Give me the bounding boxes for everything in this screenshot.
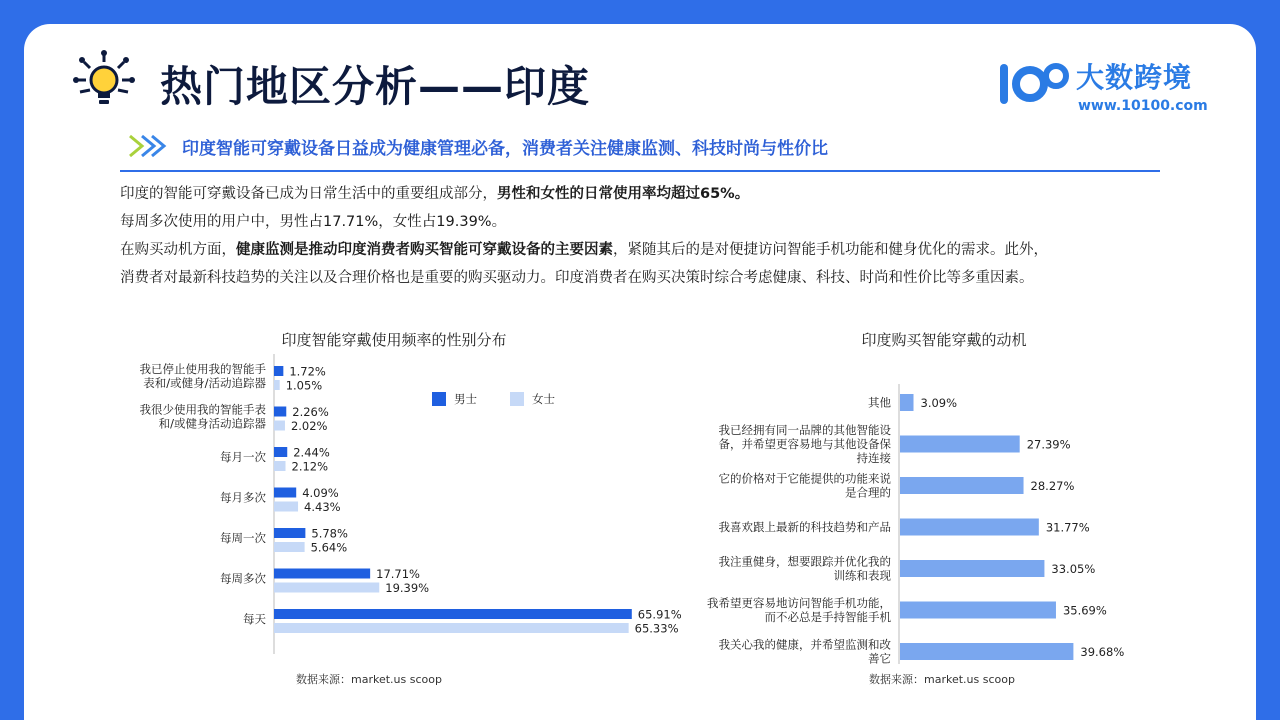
- category-label-6-0: 我关心我的健康，并希望监测和改: [718, 637, 891, 652]
- paragraph-3-text-b: ，紧随其后的是对便捷访问智能手机功能和健身优化的需求。此外，: [613, 242, 1048, 258]
- paragraph-1: [120, 180, 1180, 208]
- data-label-0-0: 1.72%: [289, 364, 326, 379]
- bar-1: [900, 436, 1020, 453]
- data-label-1: 27.39%: [1026, 437, 1071, 452]
- source-right: 数据来源：market.us scoop: [869, 673, 1015, 686]
- paragraph-3: [120, 236, 1180, 264]
- category-label-4-1: 训练和表现: [833, 568, 891, 583]
- bar-1-5: [274, 583, 379, 593]
- data-label-0-6: 65.91%: [637, 607, 682, 622]
- page-title: 热门地区分析——印度: [160, 62, 591, 111]
- source-left: 数据来源：market.us scoop: [296, 673, 442, 686]
- bar-0-3: [274, 488, 296, 498]
- data-label-1-6: 65.33%: [634, 621, 679, 636]
- category-label-4-0: 每周一次: [220, 531, 266, 545]
- category-label-1-1: 和/或健身活动追踪器: [158, 416, 266, 431]
- bar-3: [900, 519, 1039, 536]
- lightbulb-icon: [72, 50, 136, 114]
- data-label-1-4: 5.64%: [310, 540, 348, 555]
- divider: [120, 170, 1160, 172]
- chart-2-title: 印度购买智能穿戴的动机: [861, 331, 1027, 349]
- category-label-1-0: 我已经拥有同一品牌的其他智能设: [718, 423, 891, 437]
- data-label-1-3: 4.43%: [304, 500, 341, 514]
- data-label-3: 31.77%: [1045, 520, 1090, 535]
- chart-usage-frequency: [24, 354, 682, 664]
- data-label-0-1: 2.26%: [292, 405, 329, 419]
- category-label-1-1: 备，并希望更容易地与其他设备保: [718, 437, 891, 451]
- bar-0-1: [274, 407, 286, 417]
- paragraph-3-text-a: 在购买动机方面，: [120, 242, 236, 258]
- brand-url: www.10100.com: [1078, 98, 1208, 114]
- bar-4: [900, 560, 1044, 577]
- bar-0-5: [274, 569, 370, 579]
- data-label-4: 33.05%: [1051, 562, 1096, 576]
- data-label-0-3: 4.09%: [302, 486, 339, 500]
- data-label-0-4: 5.78%: [311, 526, 348, 541]
- data-label-0-2: 2.44%: [293, 445, 330, 460]
- bar-0-0: [274, 366, 283, 376]
- data-label-0-5: 17.71%: [376, 567, 420, 581]
- paragraph-1-bold: 男性和女性的日常使用率均超过65%。: [497, 186, 750, 202]
- double-chevron-icon: [126, 132, 170, 160]
- category-label-0-0: 其他: [868, 395, 891, 410]
- category-label-0-1: 表和/或健身/活动追踪器: [143, 376, 266, 390]
- category-label-6-0: 每天: [243, 612, 266, 626]
- brand-logo-icon: [996, 54, 1076, 114]
- bar-1-6: [274, 623, 629, 633]
- data-label-2: 28.27%: [1030, 479, 1075, 493]
- bar-5: [900, 602, 1056, 619]
- bar-1-4: [274, 542, 305, 552]
- chart-purchase-motivation: [624, 354, 1256, 664]
- summary-text: [120, 180, 1180, 292]
- chart-1-title: 印度智能穿戴使用频率的性别分布: [281, 331, 507, 349]
- category-label-6-1: 善它: [868, 651, 891, 666]
- data-label-5: 35.69%: [1062, 603, 1107, 618]
- bar-1-2: [274, 461, 286, 471]
- category-label-0-0: 我已停止使用我的智能手: [139, 362, 266, 376]
- category-label-1-0: 我很少使用我的智能手表: [139, 402, 266, 417]
- brand-logo: [996, 54, 1236, 116]
- category-label-1-2: 持连接: [856, 451, 891, 465]
- category-label-2-1: 是合理的: [845, 485, 891, 500]
- category-label-5-1: 而不必总是手持智能手机: [764, 610, 891, 624]
- slide-card: [24, 24, 1256, 720]
- legend-swatch-0: [432, 392, 446, 406]
- subtitle: 印度智能可穿戴设备日益成为健康管理必备，消费者关注健康监测、科技时尚与性价比: [182, 139, 828, 159]
- paragraph-3-bold: 健康监测是推动印度消费者购买智能可穿戴设备的主要因素: [236, 242, 613, 258]
- bar-2: [900, 477, 1024, 494]
- bar-1-0: [274, 380, 280, 390]
- bar-6: [900, 643, 1073, 660]
- data-label-0: 3.09%: [920, 396, 958, 410]
- legend-label-0: 男士: [454, 392, 477, 406]
- legend-swatch-1: [510, 392, 524, 406]
- category-label-3-0: 每月多次: [220, 490, 266, 505]
- paragraph-1-text: 印度的智能可穿戴设备已成为日常生活中的重要组成部分，: [120, 186, 497, 202]
- category-label-2-0: 每月一次: [220, 450, 266, 464]
- bar-0-2: [274, 447, 287, 457]
- bar-0: [900, 394, 914, 411]
- bar-0-4: [274, 528, 305, 538]
- data-label-1-1: 2.02%: [290, 419, 328, 433]
- category-label-2-0: 它的价格对于它能提供的功能来说: [718, 471, 891, 486]
- bar-0-6: [274, 609, 632, 619]
- data-label-1-5: 19.39%: [385, 581, 430, 595]
- legend-label-1: 女士: [532, 392, 555, 406]
- bar-1-1: [274, 421, 285, 431]
- data-label-6: 39.68%: [1080, 645, 1125, 659]
- category-label-4-0: 我注重健身，想要跟踪并优化我的: [718, 554, 891, 569]
- data-label-1-0: 1.05%: [285, 378, 323, 393]
- brand-name: 大数跨境: [1076, 61, 1193, 94]
- paragraph-2: 每周多次使用的用户中，男性占17.71%，女性占19.39%。: [120, 214, 507, 230]
- data-label-1-2: 2.12%: [291, 459, 329, 474]
- paragraph-4: 消费者对最新科技趋势的关注以及合理价格也是重要的购买驱动力。印度消费者在购买决策时综合考虑健康、科技、时尚和性价比等多重因素。: [120, 270, 1034, 286]
- category-label-3-0: 我喜欢跟上最新的科技趋势和产品: [718, 520, 891, 534]
- category-label-5-0: 我希望更容易地访问智能手机功能，: [707, 596, 891, 610]
- bar-1-3: [274, 502, 298, 512]
- category-label-5-0: 每周多次: [220, 571, 266, 586]
